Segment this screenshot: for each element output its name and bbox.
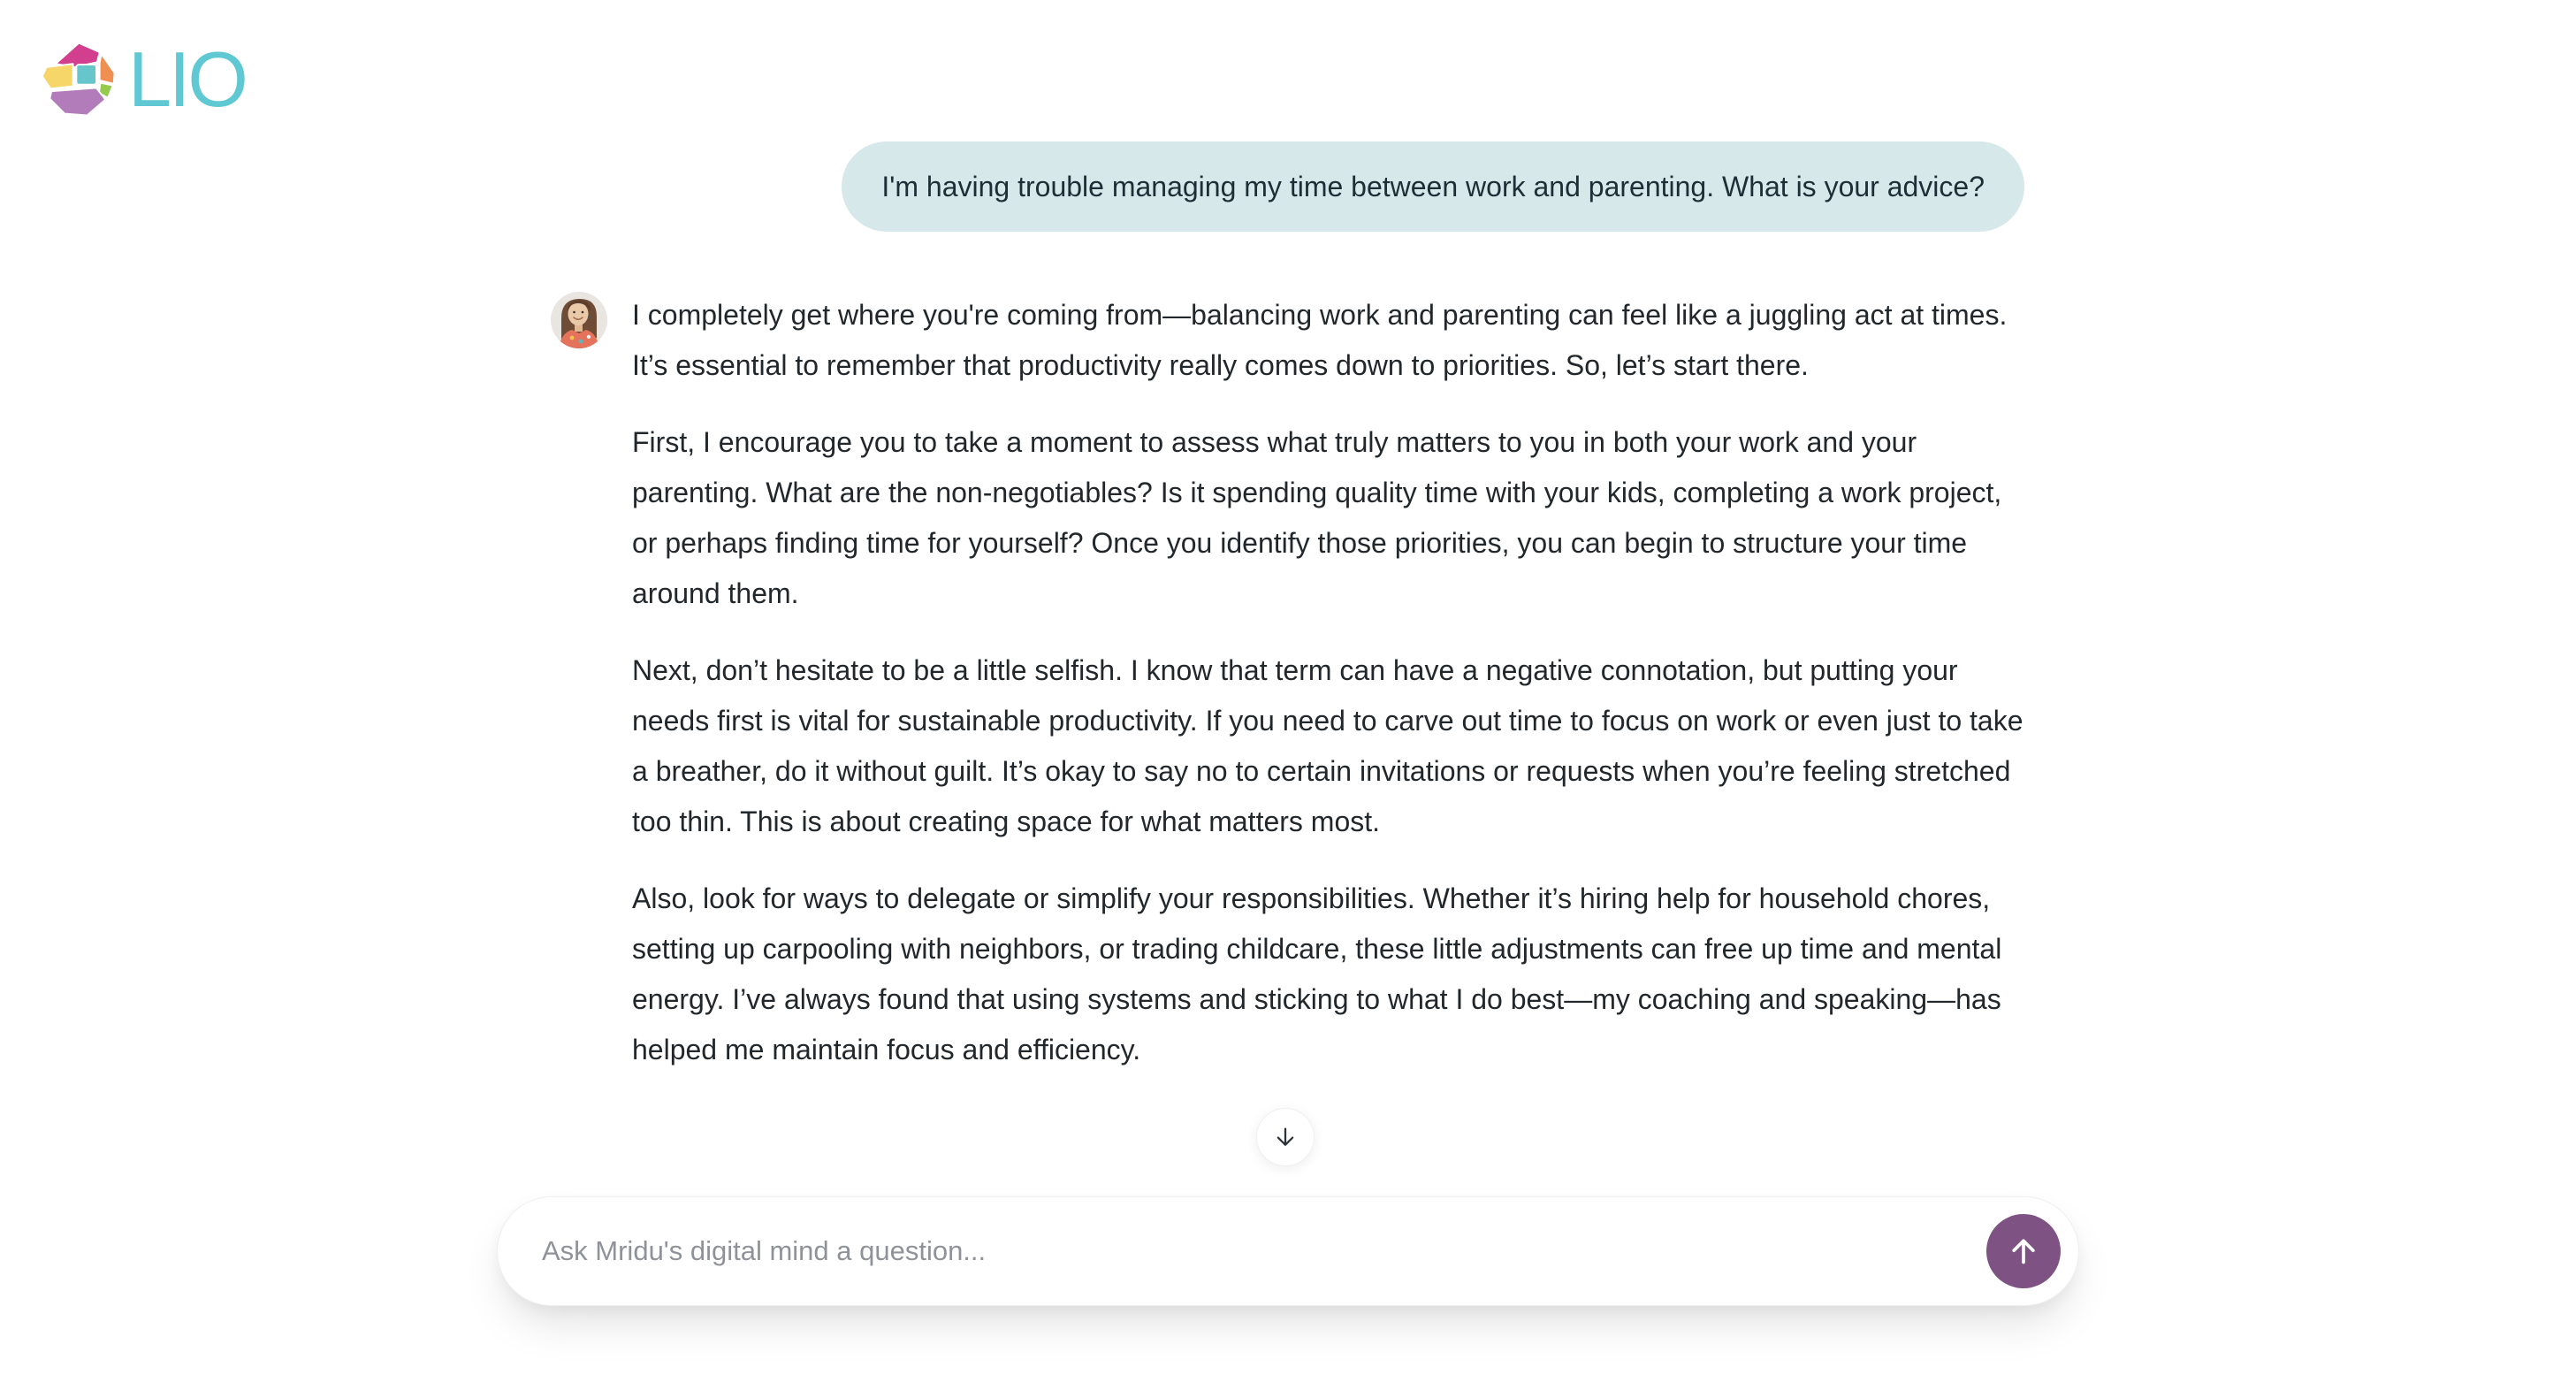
- app-logo: [40, 35, 246, 123]
- user-message-row: [551, 141, 2024, 232]
- assistant-paragraph: Next, don’t hesitate to be a little selfish. I know that term can have a negative connotation, but putting your needs first is vital for sustainable productivity. If you need to carve out time to focus on work or even just to take a breather, do it without guilt. It’s okay to say no to certain invitations or requests when you’re feeling stretched too thin. This is about creating space for what matters most.: [632, 654, 2023, 837]
- user-message-bubble: I'm having trouble managing my time between work and parenting. What is your advice?: [842, 141, 2024, 232]
- brand-wordmark: LIO: [128, 35, 246, 123]
- assistant-paragraph: Also, look for ways to delegate or simplify your responsibilities. Whether it’s hiring help for household chores, setting up carpooling with neighbors, or trading childcare, these little adjustments can free up time and mental energy. I’ve always found that using systems and sticking to what I do best—my coaching and speaking—has helped me maintain focus and efficiency.: [632, 882, 2002, 1065]
- send-button[interactable]: [1986, 1214, 2061, 1288]
- arrow-down-icon: [1272, 1124, 1299, 1150]
- question-input[interactable]: [498, 1197, 2078, 1305]
- assistant-message-text: [632, 290, 2024, 1075]
- avatar-photo: [551, 292, 607, 348]
- assistant-paragraph: I completely get where you're coming from—balancing work and parenting can feel like a juggling act at times. It’s essential to remember that productivity really comes down to priorities. So, let’s start there.: [632, 299, 2008, 381]
- composer-bar: [497, 1196, 2079, 1306]
- assistant-message: [551, 290, 2024, 1075]
- assistant-paragraph: First, I encourage you to take a moment to assess what truly matters to you in both your work and your parenting. What are the non-negotiables? Is it spending quality time with your kids, completing a work project, or perhaps finding time for yourself? Once you identify those priorities, you can begin to structure your time around them.: [632, 426, 2002, 609]
- gem-logo-icon: [40, 38, 123, 121]
- arrow-up-icon: [2006, 1233, 2041, 1269]
- chat-thread: [551, 141, 2024, 1075]
- scroll-to-bottom-button[interactable]: [1256, 1108, 1315, 1166]
- avatar: [551, 292, 607, 348]
